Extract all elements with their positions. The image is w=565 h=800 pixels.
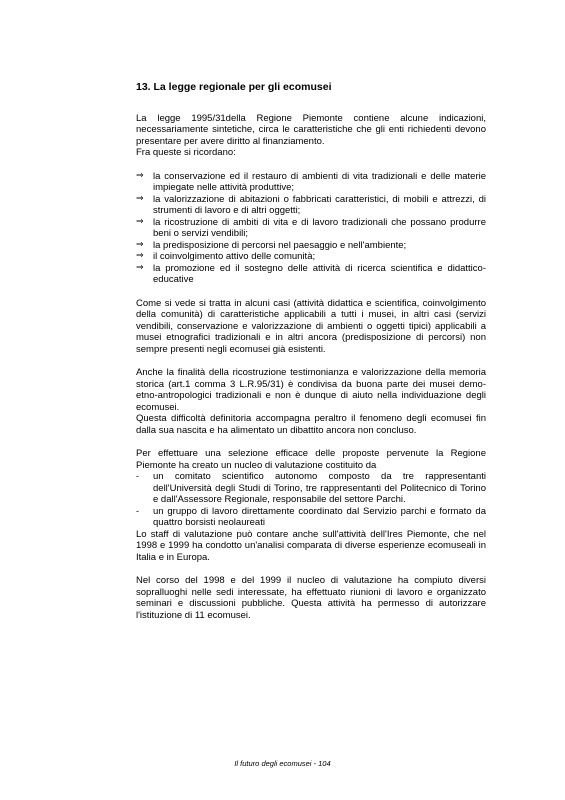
criteria-item-text: la valorizzazione di abitazioni o fabbricati caratteristici, di mobili e attrezzi, di strumenti di lavoro e di altri oggetti; bbox=[153, 193, 486, 216]
paragraph-results bbox=[136, 575, 486, 621]
paragraph-comparison bbox=[136, 298, 486, 356]
intro-text: La legge 1995/31della Regione Piemonte contiene alcune indicazioni, necessariamente sintetiche, circa le caratteristiche che gli enti richiedenti devono presentare per avere diritto al finanziamento. bbox=[136, 112, 486, 147]
criteria-item-text: il coinvolgimento attivo delle comunità; bbox=[153, 251, 316, 262]
arrow-bullet-icon: ⇒ bbox=[136, 239, 144, 250]
paragraph-historical-memory bbox=[136, 367, 486, 436]
paragraph-comparison-text: Come si vede si tratta in alcuni casi (attività didattica e scientifica, coinvolgimento della comunità) di caratteristiche applicabili a tutti i musei, in altri casi (servizi vendibili, conservazione e valorizzazione di ambienti o oggetti tipici) applicabili a musei etnografici tradizionali e in altri ancora (predisposizione di percorsi) non sempre presenti negli ecomusei già esistenti. bbox=[136, 297, 486, 355]
criteria-item-text: la conservazione ed il restauro di ambienti di vita tradizionali e delle materie impiegate nelle attività produttive; bbox=[153, 170, 486, 193]
intro-lead-in: Fra queste si ricordano: bbox=[136, 147, 236, 158]
paragraph-evaluation-outro: Lo staff di valutazione può contare anche sull'attività dell'Ires Piemonte, che nel 1998 e 1999 ha condotto un'analisi comparata di diverse esperienze ecomuseali in Italia e in Europa. bbox=[136, 528, 486, 563]
page-footer: Il futuro degli ecomusei - 104 bbox=[234, 759, 331, 768]
criteria-item bbox=[136, 263, 486, 286]
intro-paragraph bbox=[136, 113, 486, 159]
criteria-item-text: la predisposizione di percorsi nel paesaggio e nell'ambiente; bbox=[153, 239, 407, 251]
criteria-item bbox=[136, 217, 486, 240]
dash-bullet-icon: - bbox=[136, 505, 139, 516]
criteria-list bbox=[136, 171, 486, 286]
criteria-item bbox=[136, 194, 486, 217]
arrow-bullet-icon: ⇒ bbox=[136, 193, 144, 204]
paragraph-evaluation bbox=[136, 448, 486, 563]
arrow-bullet-icon: ⇒ bbox=[136, 262, 144, 273]
evaluation-member-item bbox=[136, 471, 486, 506]
criteria-item-text: la promozione ed il sostegno delle attività di ricerca scientifica e didattico-educative bbox=[153, 262, 486, 285]
paragraph-evaluation-intro: Per effettuare una selezione efficace delle proposte pervenute la Regione Piemonte ha creato un nucleo di valutazione costituito da bbox=[136, 448, 486, 471]
criteria-item bbox=[136, 240, 486, 252]
dash-bullet-icon: - bbox=[136, 471, 139, 481]
arrow-bullet-icon: ⇒ bbox=[136, 170, 144, 181]
paragraph-results-text: Nel corso del 1998 e del 1999 il nucleo di valutazione ha compiuto diversi sopralluoghi nelle sedi interessate, ha effettuato riunioni di lavoro e organizzato seminari e discussioni pubbliche. Questa attività ha permesso di autorizzare l'istituzione di 11 ecomusei. bbox=[136, 575, 486, 621]
section-title: 13. La legge regionale per gli ecomusei bbox=[136, 81, 332, 93]
arrow-bullet-icon: ⇒ bbox=[136, 216, 144, 227]
criteria-item-text: la ricostruzione di ambiti di vita e di lavoro tradizionali che possano produrre beni o servizi vendibili; bbox=[153, 216, 486, 239]
criteria-item bbox=[136, 171, 486, 194]
page-content bbox=[136, 82, 486, 633]
evaluation-member-text: un gruppo di lavoro direttamente coordinato dal Servizio parchi e formato da quattro borsisti neolaureati bbox=[153, 505, 486, 528]
criteria-item bbox=[136, 251, 486, 263]
paragraph-definition-difficulty-text: Questa difficoltà definitoria accompagna peraltro il fenomeno degli ecomusei fin dalla sua nascita e ha alimentato un dibattito ancora non concluso. bbox=[136, 413, 486, 436]
paragraph-historical-memory-text: Anche la finalità della ricostruzione testimonianza e valorizzazione della memoria storica (art.1 comma 3 L.R.95/31) è condivisa da buona parte dei musei demo-etno-antropologici tradizionali e non è dunque di aiuto nella individuazione degli ecomusei. bbox=[136, 367, 486, 413]
evaluation-members-list bbox=[136, 471, 486, 529]
evaluation-member-item bbox=[136, 506, 486, 529]
arrow-bullet-icon: ⇒ bbox=[136, 251, 144, 261]
evaluation-member-text: un comitato scientifico autonomo composto da tre rappresentanti dell'Università degli Studi di Torino, tre rappresentanti del Politecnico di Torino e dall'Assessore Regionale, responsabile del settore Parchi. bbox=[153, 471, 486, 505]
